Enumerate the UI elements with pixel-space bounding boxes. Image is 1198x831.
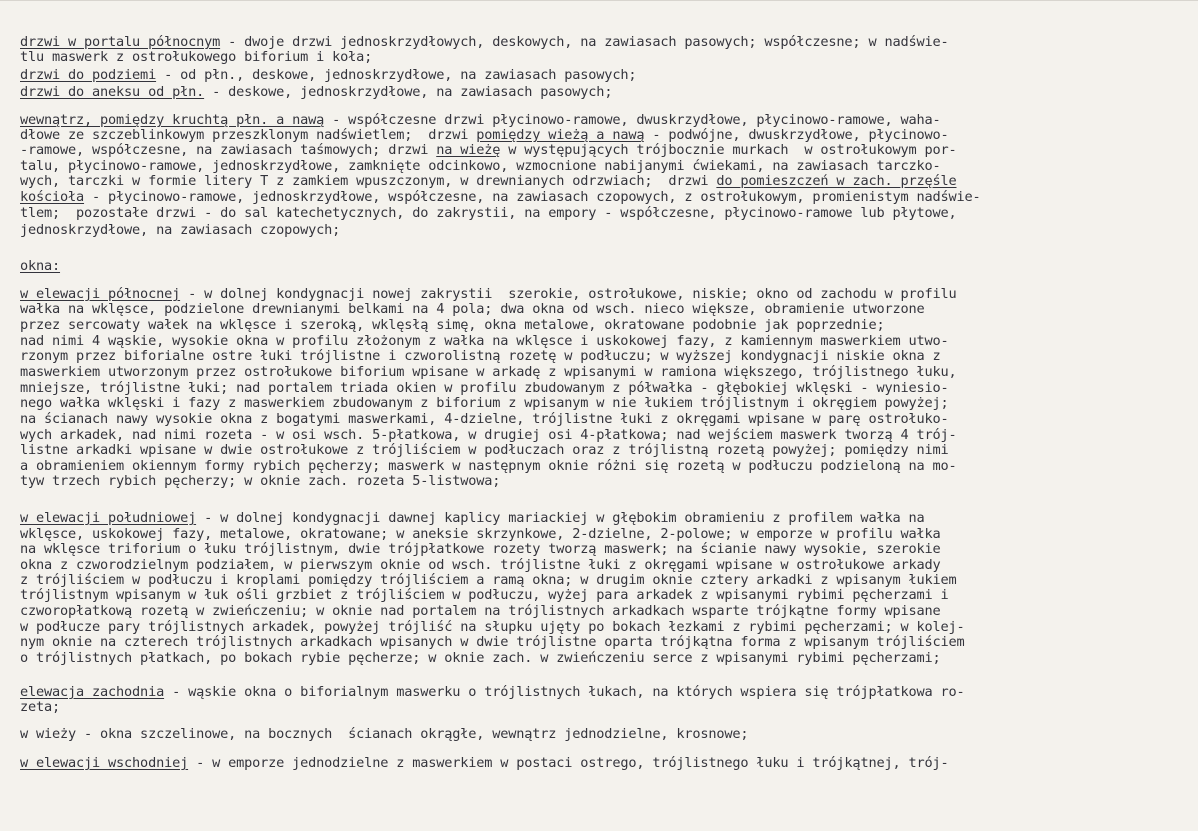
- text-line: [20, 334, 948, 349]
- text-line: [20, 443, 948, 458]
- text-line: [20, 651, 940, 666]
- text-line: [20, 588, 948, 603]
- text-line: [20, 302, 924, 317]
- text-segment: na wklęsce triforium o łuku trójlistnym, dwie trójpłatkowe rozety tworzą maswerk; na ścianie nawy wysokie, szerokie: [20, 541, 941, 557]
- text-segment: - podwójne, dwuskrzydłowe, płycinowo-: [644, 127, 949, 143]
- underlined-heading: drzwi w portalu północnym: [20, 34, 221, 50]
- underlined-heading: wewnątrz, pomiędzy kruchtą płn. a nawą: [20, 112, 325, 128]
- text-line: [20, 756, 949, 771]
- text-line: [20, 620, 965, 635]
- text-line: [20, 412, 948, 427]
- text-line: [20, 206, 956, 221]
- underlined-heading: elewacja zachodnia: [20, 684, 165, 700]
- text-segment: nym oknie na czterech trójlistnych arkadkach wpisanych w dwie trójlistne oparta trójkątna forma z wpisanym trójliściem: [20, 634, 965, 650]
- text-segment: talu, płycinowo-ramowe, jednoskrzydłowe, zamknięte odcinkowo, wzmocnione nabijanymi ćwiekami, na zawiasach tarczko-: [20, 158, 941, 174]
- text-line: [20, 259, 60, 274]
- text-segment: - w dolnej kondygnacji dawnej kaplicy mariackiej w głębokim obramieniu z profilem wałka na: [196, 510, 925, 526]
- text-line: [20, 365, 956, 380]
- text-line: [20, 428, 956, 443]
- underlined-heading: kościoła: [20, 189, 85, 205]
- text-line: [20, 68, 636, 83]
- text-line: [20, 113, 941, 128]
- text-segment: tlem; pozostałe drzwi - do sal katechetycznych, do zakrystii, na empory - współczesne, płycinowo-ramowe lub płytowe,: [20, 205, 957, 221]
- text-line: [20, 223, 340, 238]
- underlined-heading: w elewacji południowej: [20, 510, 197, 526]
- text-line: [20, 542, 940, 557]
- text-line: [20, 159, 940, 174]
- text-segment: w występujących trójbocznie murkach w ostrołukowym por-: [500, 142, 957, 158]
- text-segment: dłowe ze szczeblinkowym przeszklonym nadświetlem; drzwi: [20, 127, 477, 143]
- text-segment: nego wałka wklęski i fazy z maswerkiem zbudowanym z biforium z wpisanym w nie łukiem trójlistnym i okręgiem powyżej;: [20, 395, 949, 411]
- text-segment: - dwoje drzwi jednoskrzydłowych, deskowych, na zawiasach pasowych; współczesne; w nadświe-: [220, 34, 949, 50]
- text-segment: czworopłatkową rozetą w zwieńczeniu; w oknie nad portalem na trójlistnych arkadkach wsparte trójkątne formy wpisane: [20, 603, 941, 619]
- text-line: [20, 287, 957, 302]
- text-segment: wych arkadek, nad nimi rozeta - w osi wsch. 5-płatkowa, w drugiej osi 4-płatkowa; nad wejściem maswerk tworzą 4 trój-: [20, 427, 957, 443]
- text-segment: trójlistnym wpisanym w łuk ośli grzbiet z trójliściem w podłuczu, wyżej para arkadek z wpisanymi rybimi pęcherzami i: [20, 587, 949, 603]
- text-line: [20, 174, 957, 189]
- text-segment: okna z czworodzielnym podziałem, w pierwszym oknie od wsch. trójlistne łuki z okręgami wpisane w ostrołukowe arkady: [20, 557, 941, 573]
- text-segment: - w emporze jednodzielne z maswerkiem w postaci ostrego, trójlistnego łuku i trójkątnej, trój-: [188, 755, 949, 771]
- underlined-heading: drzwi do podziemi: [20, 67, 157, 83]
- text-segment: tyw trzech rybich pęcherzy; w oknie zach. rozeta 5-listwowa;: [20, 473, 501, 489]
- text-segment: listne arkadki wpisane w dwie ostrołukowe z trójliściem w podłuczach oraz z trójlistną rozetą powyżej; pomiędzy nimi: [20, 442, 949, 458]
- text-line: [20, 573, 956, 588]
- text-segment: nad nimi 4 wąskie, wysokie okna w profilu złożonym z wałka na wklęsce i uskokowej fazy, z kamiennym maswerkiem utwo-: [20, 333, 949, 349]
- text-line: [20, 128, 949, 143]
- text-segment: w wieży - okna szczelinowe, na bocznych ścianach okrągłe, wewnątrz jednodzielne, krosnowe;: [20, 726, 749, 742]
- text-segment: - w dolnej kondygnacji nowej zakrystii szerokie, ostrołukowe, niskie; okno od zachodu w profilu: [180, 286, 957, 302]
- text-segment: rzonym przez biforialne ostre łuki trójlistne i czworolistną rozetę w podłuczu; w wyższej kondygnacji niskie okna z: [20, 348, 941, 364]
- text-line: [20, 459, 956, 474]
- text-segment: z trójliściem w podłuczu i kroplami pomiędzy trójliściem a ramą okna; w drugim oknie cztery arkadki z wpisanym łukiem: [20, 572, 957, 588]
- text-line: [20, 349, 940, 364]
- text-segment: - współczesne drzwi płycinowo-ramowe, dwuskrzydłowe, płycinowo-ramowe, waha-: [324, 112, 941, 128]
- underlined-heading: w elewacji północnej: [20, 286, 181, 302]
- text-line: [20, 727, 748, 742]
- text-line: [20, 700, 60, 715]
- text-segment: tlu maswerk z ostrołukowego biforium i koła;: [20, 49, 373, 65]
- text-line: [20, 190, 981, 205]
- text-segment: przez sercowaty wałek na wklęsce i szeroką, wklęsłą simę, okna metalowe, okratowane podobnie jak poprzednie;: [20, 317, 885, 333]
- text-line: [20, 511, 924, 526]
- text-segment: -ramowe, współczesne, na zawiasach taśmowych; drzwi: [20, 142, 437, 158]
- text-segment: mniejsze, trójlistne łuki; nad portalem triada okien w profilu zbudowanym z półwałka - głębokiej wklęski - wyniesio-: [20, 380, 949, 396]
- text-line: [20, 604, 940, 619]
- text-line: [20, 318, 884, 333]
- text-line: [20, 685, 965, 700]
- text-line: [20, 527, 940, 542]
- underlined-heading: pomiędzy wieżą a nawą: [476, 127, 645, 143]
- text-segment: o trójlistnych płatkach, po bokach rybie pęcherze; w oknie zach. w zwieńczeniu serce z wpisanymi rybimi pęcherzami;: [20, 650, 941, 666]
- text-segment: wklęsce, uskokowej fazy, metalowe, okratowane; w aneksie skrzynkowe, 2-dzielne, 2-polowe; w emporze w profilu wałka: [20, 526, 941, 542]
- text-segment: - od płn., deskowe, jednoskrzydłowe, na zawiasach pasowych;: [156, 67, 637, 83]
- text-line: [20, 635, 965, 650]
- text-line: [20, 474, 500, 489]
- text-segment: - płycinowo-ramowe, jednoskrzydłowe, współczesne, na zawiasach czopowych, z ostrołukowym, promienistym nadświe-: [84, 189, 981, 205]
- text-segment: na ścianach nawy wysokie okna z bogatymi maswerkami, 4-dzielne, trójlistne łuki z okręgami wpisane w parę ostrołuko-: [20, 411, 949, 427]
- text-line: [20, 558, 940, 573]
- text-line: [20, 381, 948, 396]
- text-segment: - wąskie okna o biforialnym maswerku o trójlistnych łukach, na których wspiera się trójpłatkowa ro-: [164, 684, 965, 700]
- text-segment: wych, tarczki w formie litery T z zamkiem wpuszczonym, w drewnianych odrzwiach; drzwi: [20, 173, 717, 189]
- text-segment: - deskowe, jednoskrzydłowe, na zawiasach pasowych;: [204, 84, 613, 100]
- text-segment: maswerkiem utworzonym przez ostrołukowe biforium wpisane w arkadę z wpisanymi w ramiona większego, trójlistnego łuku,: [20, 364, 957, 380]
- text-line: [20, 396, 948, 411]
- underlined-heading: okna:: [20, 258, 61, 274]
- text-line: [20, 35, 949, 50]
- text-segment: zeta;: [20, 699, 61, 715]
- underlined-heading: drzwi do aneksu od płn.: [20, 84, 205, 100]
- underlined-heading: do pomieszczeń w zach. przęśle: [716, 173, 957, 189]
- text-segment: w podłucze pary trójlistnych arkadek, powyżej trójliść na słupku ujęty po bokach łezkami z rybimi pęcherzami; w kolej-: [20, 619, 965, 635]
- text-line: [20, 85, 612, 100]
- text-segment: a obramieniem okiennym formy rybich pęcherzy; maswerk w następnym oknie różni się rozetą w podłuczu podzieloną na mo-: [20, 458, 957, 474]
- underlined-heading: w elewacji wschodniej: [20, 755, 189, 771]
- underlined-heading: na wieżę: [436, 142, 501, 158]
- text-line: [20, 143, 957, 158]
- text-line: [20, 50, 372, 65]
- text-segment: wałka na wklęsce, podzielone drewnianymi belkami na 4 pola; dwa okna od wsch. nieco większe, obramienie utworzone: [20, 301, 925, 317]
- text-segment: jednoskrzydłowe, na zawiasach czopowych;: [20, 222, 341, 238]
